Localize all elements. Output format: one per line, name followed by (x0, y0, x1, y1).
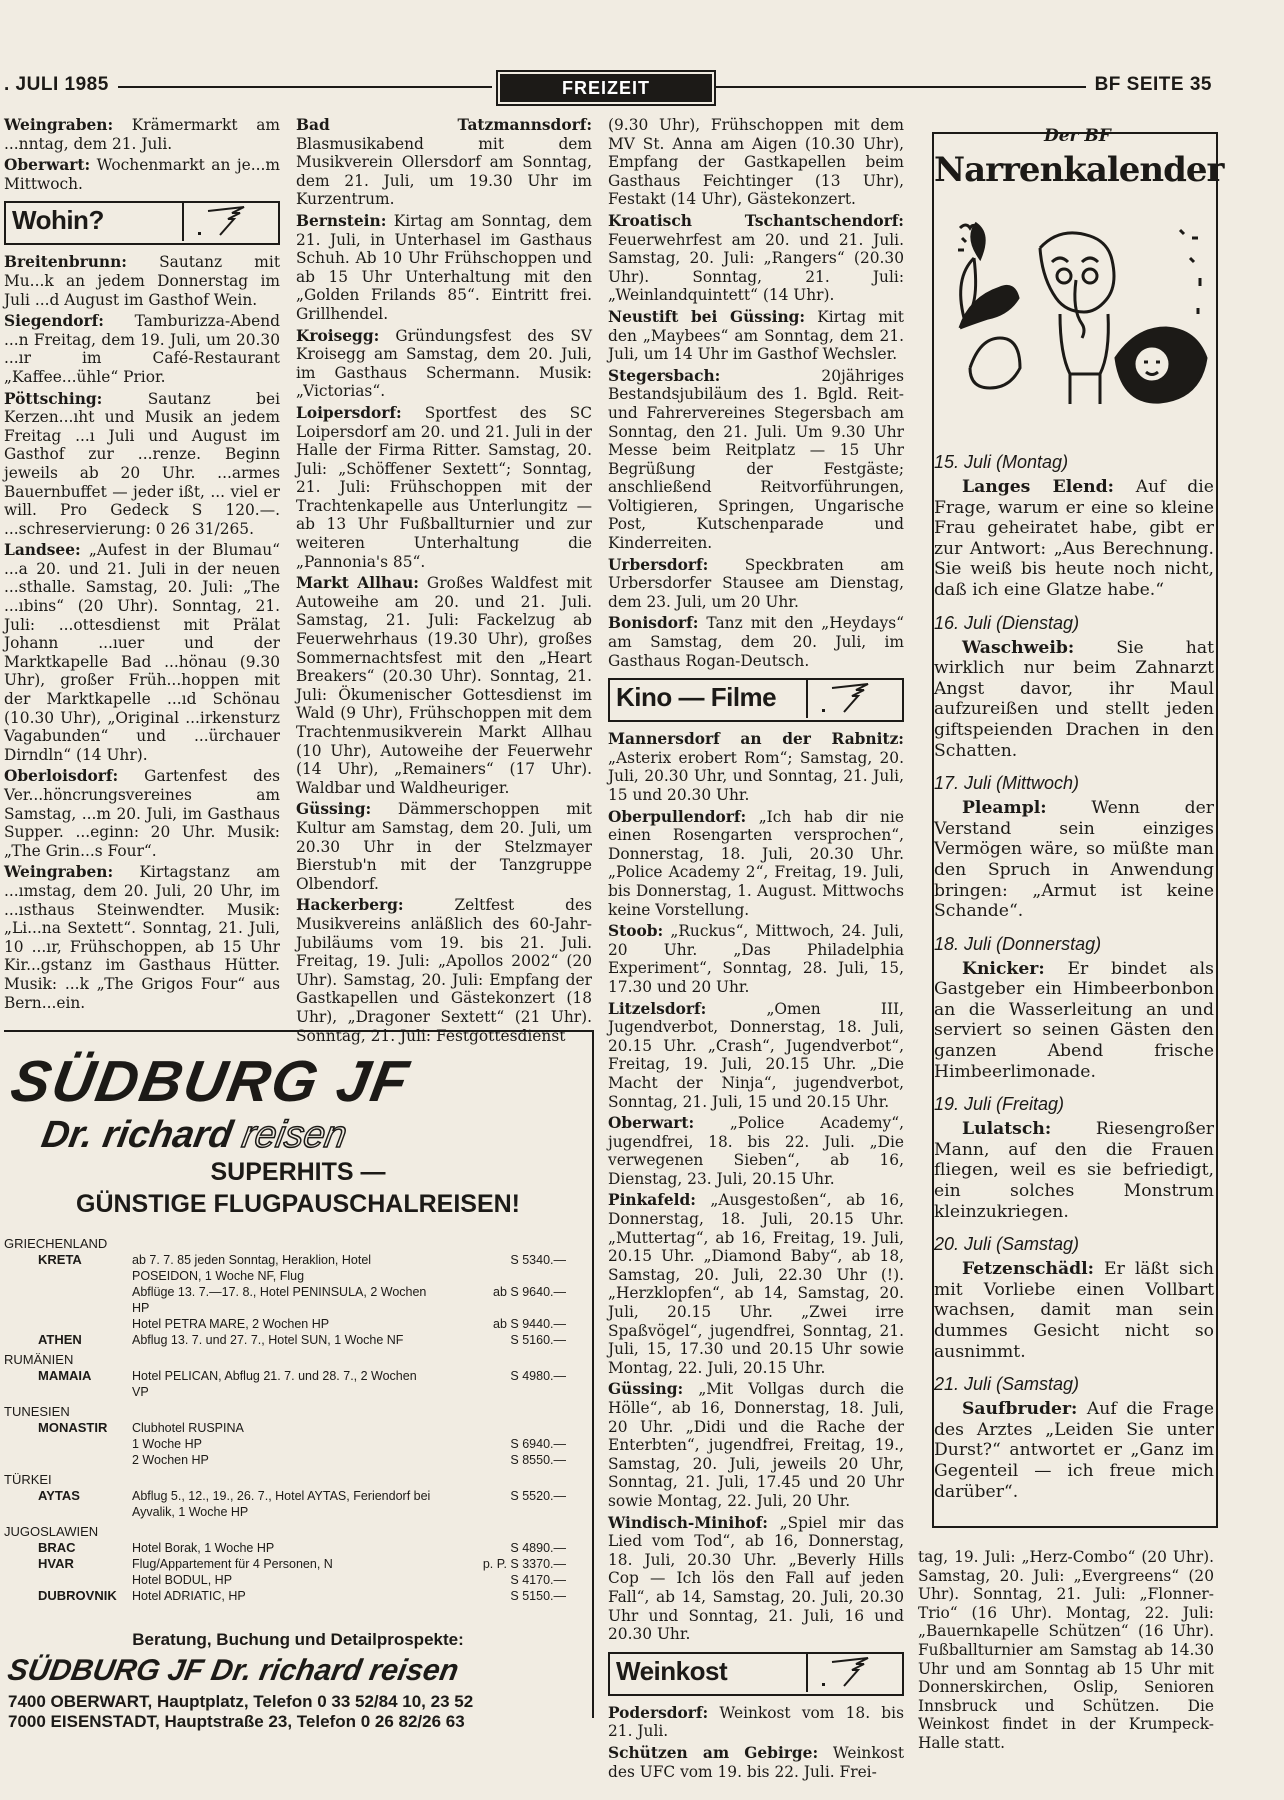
kino-entry-lead: Oberwart: (608, 1114, 695, 1133)
narrenkalender-entry-text: Auf die Frage, warum er eine so kleine Frau geheiratet habe, gibt er zur Antwort: „Aus Berechnung. Sie weiß bis heute noch nicht, daß ich eine Glatze habe.“ (934, 477, 1214, 600)
kino-entry-lead: Windisch-Minihof: (608, 1513, 768, 1532)
header-rule-right (716, 86, 1086, 88)
ad-logo-bottom: SÜDBURG JF Dr. richard reisen (5, 1654, 462, 1687)
ad-offers-table (4, 1232, 572, 1604)
narrenkalender-entry (934, 798, 1214, 922)
ad-offer-row (4, 1436, 572, 1452)
ad-address-eisenstadt: 7000 EISENSTADT, Hauptstraße 23, Telefon 0 26 82/26 63 (8, 1712, 465, 1731)
col2-entry-lead: Güssing: (296, 800, 372, 819)
ad-headline-superhits: SUPERHITS — (210, 1158, 386, 1186)
narrenkalender-entry (934, 1259, 1214, 1362)
col3-entry-lead: Bonisdorf: (608, 614, 699, 633)
ad-offer-price: S 5160.— (510, 1333, 566, 1347)
col3-entry-text: Speckbraten am Urbersdorfer Stausee am Dienstag, dem 23. Juli, um 20 Uhr. (608, 555, 904, 611)
ad-offer-city: KRETA (38, 1252, 82, 1267)
kino-heading (608, 678, 904, 722)
narrenkalender-der-logo: Der BF (1044, 126, 1111, 146)
col3-entry-text: Feuerwehrfest am 20. und 21. Juli. Samstag, 20. Juli: „Rangers“ (20.30 Uhr). Sonntag, 21. Juli: „Weinlandquintett“ (14 Uhr). (608, 230, 904, 305)
kino-entry (608, 730, 904, 804)
kino-entry-text: „Police Academy“, jugendfrei, 18. bis 22. Juli. „Die verwegenen Sieben“, ab 16, Dienstag, 23. Juli, 20.15 Uhr. (608, 1114, 904, 1188)
col1-entry-lead: Landsee: (4, 541, 81, 560)
ad-offer-price: S 4170.— (510, 1573, 566, 1587)
kino-heading-title: Kino — Filme (616, 682, 777, 713)
weinkost-entry-lead: Podersdorf: (608, 1703, 709, 1722)
kino-entry (608, 1191, 904, 1377)
col1-top-entry-text: Krämermarkt am ...nntag, dem 21. Juli. (4, 116, 280, 153)
narrenkalender-entry-text: Sie hat wirklich nur beim Zahnarzt Angst davor, ihr Maul aufzureißen und stellt jeden giftspeienden Drachen in den Schatten. (934, 637, 1214, 761)
col3-entry (608, 614, 904, 670)
col3-entry (608, 116, 904, 209)
col2-entry (296, 116, 592, 209)
col1-top-entry-text: Wochenmarkt an je...m Mittwoch. (4, 156, 280, 193)
narrenkalender-day-heading: 20. Juli (Samstag) (934, 1234, 1080, 1255)
weinkost-entry (608, 1704, 904, 1741)
ad-offer-city: ATHEN (38, 1332, 82, 1347)
ad-offer-description: Abflug 13. 7. und 27. 7., Hotel SUN, 1 Woche NF (132, 1333, 404, 1347)
col2-entry (296, 404, 592, 571)
col1-entry-text: Sautanz mit Mu...k an jedem Donnerstag im Juli ...d August im Gasthof Wein. (4, 253, 280, 309)
narrenkalender-entry (934, 959, 1214, 1083)
narrenkalender-day-heading: 17. Juli (Mittwoch) (934, 773, 1080, 794)
narrenkalender-entry-lead: Fetzenschädl: (962, 1259, 1094, 1280)
ad-offer-description: Hotel BODUL, HP (132, 1573, 233, 1587)
ad-offer-description: Clubhotel RUSPINA (132, 1421, 244, 1435)
ad-offer-description: Hotel PETRA MARE, 2 Wochen HP (132, 1317, 330, 1331)
kino-entry (608, 1514, 904, 1644)
col3-entry (608, 212, 904, 305)
kino-entry-text: „Asterix erobert Rom“; Samstag, 20. Juli, 20.30 Uhr, und Sonntag, 21. Juli, 15 und 20.30 Uhr. (608, 748, 904, 804)
narrenkalender-entry-text: Er bindet als Gastgeber ein Himbeerbonbon an die Wasserleitung an und serviert so seinen Gästen den ganzen Abend frische Himbeerlimonade. (934, 958, 1214, 1082)
page-header (0, 68, 1284, 108)
ad-offer-row (4, 1572, 572, 1588)
narrenkalender-day-heading: 15. Juli (Montag) (934, 452, 1069, 472)
ad-logo-drrichard-bold: Dr. richard (38, 1114, 236, 1156)
col2-entry (296, 574, 592, 797)
ad-country-label: RUMÄNIEN (4, 1352, 74, 1367)
weinkost-entry-text: Weinkost vom 18. bis 21. Juli. (608, 1703, 904, 1741)
kino-entry (608, 808, 904, 920)
col1-top-entry-lead: Oberwart: (4, 156, 91, 175)
narrenkalender-entry (934, 1399, 1214, 1502)
ad-offer-row (4, 1332, 572, 1348)
ad-logo-drrichard-outline: reisen (239, 1114, 350, 1156)
col2-entry-text: Blasmusikabend mit dem Musikverein Ollersdorf am Sonntag, dem 21. Juli, um 19.30 Uhr im Kurzentrum. (296, 134, 592, 209)
kino-entry (608, 1000, 904, 1112)
kino-entry-text: „Mit Vollgas durch die Hölle“, ab 16, Donnerstag, 18. Juli, 20 Uhr. „Didi und die Rache der Enterbten“, jugendfrei, Freitag, 19., Samstag, 20. Juli, jeweils 20 Uhr, Sonntag, 21. Juli, 17.45 und 20 Uhr sowie Montag, 22. Juli, 20 Uhr. (608, 1380, 904, 1510)
col1-entry-text: Kirtagstanz am ...ımstag, dem 20. Juli, 20 Uhr, im ...ısthaus Steinwendter. Musik: „Li...na Sextett“. Sonntag, 21. Juli, 10 ...ır, Frühschoppen, ab 15 Uhr Kir...gstanz im Gasthaus Hütter. Musik: ...k „The Grigos Four“ aus Bern...ein. (4, 863, 280, 1012)
wohin-heading-pointer-icon (182, 201, 240, 241)
jester-illustration-icon (940, 218, 1210, 408)
ad-offer-row (4, 1316, 572, 1332)
ad-offer-city: AYTAS (38, 1488, 80, 1503)
kino-heading-pointer-icon (806, 678, 864, 718)
ad-offer-city: MONASTIR (38, 1420, 108, 1435)
ad-offer-price: S 4980.— (510, 1369, 566, 1383)
ad-offer-row (4, 1540, 572, 1556)
col2-entry-text: Dämmerschoppen mit Kultur am Samstag, dem 20. Juli, um 20.30 Uhr in der Stelzmayer Bierstub'n mit der Tanzgruppe Olbendorf. (296, 800, 592, 893)
col1-entry-lead: Weingraben: (4, 863, 114, 882)
col3-entry-lead: Kroatisch Tschantschendorf: (608, 211, 904, 230)
narrenkalender-day-heading: 19. Juli (Freitag) (934, 1094, 1065, 1115)
col1-entry-lead: Oberloisdorf: (4, 767, 119, 786)
kino-entry-lead: Litzelsdorf: (608, 999, 707, 1018)
narrenkalender-entry-lead: Knicker: (962, 958, 1045, 979)
col3-entry-lead: Neustift bei Güssing: (608, 307, 806, 326)
col2-entry-text: Gründungsfest des SV Kroisegg am Samstag, dem 20. Juli, im Gasthaus Schermann. Musik: „Victorias“. (296, 326, 592, 401)
ad-country-label: TUNESIEN (4, 1404, 70, 1419)
ad-offer-price: S 6940.— (510, 1437, 566, 1451)
narrenkalender-entry-lead: Waschweib: (962, 637, 1075, 658)
narrenkalender-day-heading: 18. Juli (Donnerstag) (934, 933, 1102, 954)
wohin-heading-title: Wohin? (12, 205, 104, 236)
ad-offer-price: S 5340.— (510, 1253, 566, 1267)
ad-logo-drrichard (38, 1114, 350, 1157)
ad-offer-description: Hotel PELICAN, Abflug 21. 7. und 28. 7., 2 Wochen VP (132, 1369, 417, 1399)
ad-offer-price: p. P. S 3370.— (482, 1557, 566, 1571)
ad-offer-row (4, 1368, 572, 1400)
ad-offer-row (4, 1452, 572, 1468)
kino-entry-lead: Güssing: (608, 1380, 684, 1399)
ad-offer-description: 2 Wochen HP (132, 1453, 209, 1467)
kino-entry-lead: Stoob: (608, 922, 664, 941)
narrenkalender-entries (934, 440, 1214, 1502)
col1-entry (4, 767, 280, 860)
ad-offer-price: S 5150.— (510, 1589, 566, 1603)
col1-entry-text: Sautanz bei Kerzen...ıht und Musik an jedem Freitag ...ı Juli und August im Gasthof zur ...renze. Beginn jeweils ab 20 Uhr. ...armes Bauernbuffet — jeder ißt, ... viel er will. Pro Gedeck S 120.—. ...schreservierung: 0 26 31/265. (4, 389, 280, 538)
col1-entry (4, 253, 280, 309)
weinkost-heading-title: Weinkost (616, 1655, 728, 1686)
narrenkalender-day-heading: 16. Juli (Dienstag) (934, 612, 1080, 633)
column-4-continued (918, 1548, 1214, 1756)
ad-offer-price: S 5520.— (510, 1489, 566, 1503)
narrenkalender-entry (934, 638, 1214, 762)
col2-entry-lead: Markt Allhau: (296, 574, 419, 593)
wohin-heading (4, 201, 280, 245)
col2-entry (296, 327, 592, 401)
col2-entry-text: Sportfest des SC Loipersdorf am 20. und 21. Juli in der Halle der Firma Ritter. Samstag, 20. Juli: „Schöffener Sextett“; Sonntag, 21. Juli: Frühschoppen mit der Trachtenkapelle aus Unterlungitz — ab 13 Uhr Fußballturnier und zur weiteren Unterhaltung die „Pannonia's 85“. (296, 403, 592, 571)
col1-entry-lead: Siegendorf: (4, 312, 104, 331)
ad-offer-city: HVAR (38, 1556, 74, 1571)
narrenkalender-entry-lead: Pleampl: (962, 798, 1047, 819)
ad-offer-price: S 4890.— (510, 1541, 566, 1555)
col2-entry (296, 212, 592, 324)
narrenkalender-entry (934, 1119, 1214, 1222)
kino-entry-text: „Ausgestoßen“, ab 16, Donnerstag, 18. Juli, 20.15 Uhr. „Muttertag“, ab 16, Freitag, 19. Juli, 20.15 Uhr. „Diamond Baby“, ab 18, Samstag, 20. Juli, 22.30 Uhr (!). „Herzklopfen“, ab 14, Samstag, 20. Juli, 20.15 Uhr. „Zwei irre Spaßvögel“, jugendfrei, Sonntag, 21. Juli, 15, 17.30 und 20.15 Uhr sowie Montag, 22. Juli, 20.15 Uhr. (608, 1191, 904, 1377)
column-2 (296, 116, 592, 1048)
kino-entry-lead: Oberpullendorf: (608, 807, 747, 826)
kino-entry (608, 1114, 904, 1188)
ad-offer-description: Abflüge 13. 7.—17. 8., Hotel PENINSULA, 2 Wochen HP (132, 1285, 427, 1315)
kino-entry-text: „Ruckus“, Mittwoch, 24. Juli, 20 Uhr. „Das Philadelphia Experiment“, Sonntag, 28. Juli, 15, 17.30 und 20 Uhr. (608, 922, 904, 996)
ad-offer-row (4, 1252, 572, 1284)
col1-entry-lead: Pöttsching: (4, 389, 103, 408)
col2-entry (296, 896, 592, 1045)
column-1 (4, 116, 280, 1015)
kino-entry-text: „Omen III, Jugendverbot, Donnerstag, 18. Juli, 20.15 Uhr. „Crash“, Jugendverbot“, Freitag, 19. Juli, 20.15 Uhr. „Die Macht der Ninja“, jugendverbot, Sonntag, 21. Juli, 15 und 20.15 Uhr. (608, 999, 904, 1111)
weinkost-heading-pointer-icon (806, 1652, 864, 1692)
col2-entry-text: Zeltfest des Musikvereins anläßlich des 60-Jahr-Jubiläums vom 19. bis 21. Juli. Freitag, 19. Juli: „Apollos 2002“ (20 Uhr). Samstag, 20. Juli: Empfang der Gastkapellen und Gästekonzert (18 Uhr), „Dragoner Sextett“ (21 Uhr). Sonntag, 21. Juli: Festgottesdienst (296, 896, 592, 1045)
col2-entry-lead: Loipersdorf: (296, 403, 402, 422)
kino-entry (608, 1380, 904, 1510)
col2-entry-lead: Bernstein: (296, 211, 387, 230)
narrenkalender-entry-text: Riesengroßer Mann, auf den die Frauen fliegen, weil es sie befriedigt, ein solches Monstrum kleinzukriegen. (934, 1119, 1214, 1222)
narrenkalender-day-heading: 21. Juli (Samstag) (934, 1374, 1080, 1395)
col3-entry (608, 308, 904, 364)
narrenkalender-entry-text: Auf die Frage des Arztes „Leiden Sie unter Durst?“ antwortet er „Ganz im Gegenteil — ich freue mich darüber“. (934, 1399, 1214, 1502)
ad-offer-row (4, 1488, 572, 1520)
col1-top-entry-lead: Weingraben: (4, 116, 114, 134)
ad-headline-flugpauschalreisen: GÜNSTIGE FLUGPAUSCHALREISEN! (76, 1190, 520, 1218)
col1-entry-lead: Breitenbrunn: (4, 253, 127, 272)
kino-entry (608, 922, 904, 996)
narrenkalender-entry-lead: Saufbruder: (962, 1399, 1078, 1420)
ad-offer-city: DUBROVNIK (38, 1588, 117, 1603)
narrenkalender-entry-text: Er läßt sich mit Vorliebe einen Vollbart wachsen, damit man sein dummes Gesicht nicht so ausnimmt. (934, 1259, 1214, 1362)
col2-entry (296, 800, 592, 893)
col1-entry (4, 312, 280, 386)
ad-offer-row (4, 1420, 572, 1436)
col1-entry (4, 541, 280, 764)
kino-entry-lead: Pinkafeld: (608, 1191, 696, 1210)
header-page-number: BF SEITE 35 (1094, 74, 1212, 95)
ad-logo-suedburg: SÜDBURG JF (6, 1049, 415, 1114)
col2-entry-lead: Hackerberg: (296, 896, 404, 915)
ad-offer-city: BRAC (38, 1540, 76, 1555)
ad-offer-description: ab 7. 7. 85 jeden Sonntag, Heraklion, Hotel POSEIDON, 1 Woche NF, Flug (132, 1253, 372, 1283)
col1-entry-text: Gartenfest des Ver...höncrungsvereines am Samstag, ...m 20. Juli, im Gasthaus Supper. ...eginn: 20 Uhr. Musik: „The Grin...s Four“. (4, 767, 280, 860)
col1-top-entry (4, 156, 280, 193)
ad-offer-description: Hotel ADRIATIC, HP (132, 1589, 246, 1603)
column-3 (608, 116, 904, 1784)
col3-entry-text: (9.30 Uhr), Frühschoppen mit dem MV St. Anna am Aigen (10.30 Uhr), Empfang der Gastkapellen beim Gasthaus Feichtinger (13 Uhr), Festakt (14 Uhr), Gästekonzert. (608, 116, 904, 209)
weinkost-entry (608, 1744, 904, 1781)
col2-entry-lead: Kroisegg: (296, 326, 380, 345)
col2-entry-text: Kirtag am Sonntag, dem 21. Juli, in Unterhasel im Gasthaus Schuh. Ab 10 Uhr Frühschoppen und ab 15 Uhr Unterhaltung mit den „Golden Frilands 85“. Eintritt frei. Grillhendel. (296, 211, 592, 323)
ad-address-oberwart: 7400 OBERWART, Hauptplatz, Telefon 0 33 52/84 10, 23 52 (8, 1692, 474, 1711)
col3-entry-text: 20jähriges Bestandsjubiläum des 1. Bgld. Reit- und Fahrervereines Stegersbach am Sonntag, den 21. Juli. Um 9.30 Uhr Messe beim Reitplatz — 15 Uhr Begrüßung der Festgäste; anschließend Reitvorführungen, Voltigieren, Springen, Ungarische Post, Kutschenparade und Kinderreiten. (608, 366, 904, 553)
ad-offer-description: Abflug 5., 12., 19., 26. 7., Hotel AYTAS, Feriendorf bei Ayvalik, 1 Woche HP (132, 1489, 431, 1519)
ad-offer-row (4, 1556, 572, 1572)
col3-entry (608, 367, 904, 553)
ad-country-label: GRIECHENLAND (4, 1236, 108, 1251)
col1-entry (4, 863, 280, 1012)
ad-offer-description: 1 Woche HP (132, 1437, 202, 1451)
weinkost-heading (608, 1652, 904, 1696)
col1-entry-text: Tamburizza-Abend ...n Freitag, dem 19. Juli, um 20.30 ...ır im Café-Restaurant „Kaffee...ühle“ Prior. (4, 312, 280, 386)
col2-entry-lead: Bad Tatzmannsdorf: (296, 116, 592, 134)
narrenkalender-entry (934, 477, 1214, 601)
col3-entry-lead: Urbersdorf: (608, 555, 709, 574)
weinkost-entry-lead: Schützen am Gebirge: (608, 1743, 819, 1762)
kino-entry-text: „Ich hab dir nie einen Rosengarten versprochen“, Donnerstag, 18. Juli, 20.30 Uhr. „Police Academy 2“, Freitag, 19. Juli, bis Donnerstag, 1. August. Mittwochs keine Vorstellung. (608, 807, 904, 919)
narrenkalender-entry-lead: Langes Elend: (962, 477, 1115, 497)
ad-offer-price: ab S 9640.— (493, 1285, 566, 1299)
col1-top-entry (4, 116, 280, 153)
ad-footer-cta: Beratung, Buchung und Detailprospekte: (132, 1630, 464, 1649)
ad-offer-row (4, 1284, 572, 1316)
kino-entry-text: „Spiel mir das Lied vom Tod“, ab 16, Donnerstag, 18. Juli, 20.30 Uhr. „Beverly Hills Cop — Ich lös den Fall auf jeden Fall“, ab 14, Samstag, 20. Juli, 20.30 Uhr und Sonntag, 21. Juli, 16 und 20.30 Uhr. (608, 1513, 904, 1644)
ad-offer-description: Hotel Borak, 1 Woche HP (132, 1541, 275, 1555)
col1-entry-text: „Aufest in der Blumau“ ...a 20. und 21. Juli in der neuen ...sthalle. Samstag, 20. Juli: „The ...ıbins“ (20 Uhr). Sonntag, 21. Juli: ...ottesdienst mit Prälat Johann ...ıuer und der Marktkapelle Bad ...hönau (9.30 Uhr), großer Früh...hoppen mit der Marktkapelle ...ıd Schönau (10.30 Uhr), „Original ...irkensturz Vagabunden“ und ...ürchauer Dirndln“ (14 Uhr). (4, 541, 280, 764)
weinkost-entry-text: Weinkost des UFC vom 19. bis 22. Juli. Frei- (608, 1743, 905, 1781)
col3-entry-text: Kirtag mit den „Maybees“ am Sonntag, dem 21. Juli, um 14 Uhr im Gasthof Wechsler. (608, 307, 904, 364)
ad-country-label: JUGOSLAWIEN (4, 1524, 99, 1539)
col1-entry (4, 390, 280, 539)
narrenkalender-box (932, 126, 1224, 1528)
ad-offer-price: S 8550.— (510, 1453, 566, 1467)
col3-entry-text: Tanz mit den „Heydays“ am Samstag, dem 20. Juli, im Gasthaus Rogan-Deutsch. (608, 614, 904, 670)
header-section-label: FREIZEIT (496, 70, 716, 106)
col3-entry-lead: Stegersbach: (608, 366, 721, 385)
ad-offer-description: Flug/Appartement für 4 Personen, N (132, 1557, 333, 1571)
narrenkalender-title: Narrenkalender (934, 150, 1224, 190)
ad-country-label: TÜRKEI (4, 1472, 52, 1487)
ad-offer-price: ab S 9440.— (493, 1317, 566, 1331)
narrenkalender-entry-text: Wenn der Verstand sein einziges Vermögen wäre, so müßte man den Spruch in Anwendung bringen: „Armut ist keine Schande“. (934, 798, 1214, 922)
header-rule-left (118, 86, 492, 88)
ad-offer-row (4, 1588, 572, 1604)
ad-offer-city: MAMAIA (38, 1368, 92, 1383)
narrenkalender-entry-lead: Lulatsch: (962, 1119, 1052, 1140)
weinkost-continued-text: tag, 19. Juli: „Herz-Combo“ (20 Uhr). Samstag, 20. Juli: „Evergreens“ (20 Uhr). Sonntag, 21. Juli: „Flonner-Trio“ (16 Uhr). Montag, 22. Juli: „Bauernkapelle Schützen“ (16 Uhr). Fußballturnier am Samstag ab 14.30 Uhr und am Sonntag ab 15 Uhr mit Donnerskirchen, Oslip, Senioren Innsbruck und Schützen. Die Weinkost findet in der Krumpeck-Halle statt. (918, 1548, 1214, 1752)
col3-entry (608, 556, 904, 612)
kino-entry-lead: Mannersdorf an der Rabnitz: (608, 730, 904, 749)
col2-entry-text: Großes Waldfest mit Autoweihe am 20. und 21. Juli. Samstag, 21. Juli: Fackelzug ab Feuerwehrhaus (19.30 Uhr), großes Sommernachtsfest mit den „Heart Breakers“ (20.30 Uhr). Sonntag, 21. Juli: Ökumenischer Gottesdienst im Wald (9 Uhr), Frühschoppen mit dem Trachtenmusikverein Markt Allhau (10 Uhr), Autoweihe der Feuerwehr (14 Uhr), „Remainers“ (17 Uhr). Waldbar und Waldheuriger. (296, 574, 592, 797)
header-date: . JULI 1985 (4, 74, 109, 95)
travel-advertisement (4, 1030, 594, 1731)
